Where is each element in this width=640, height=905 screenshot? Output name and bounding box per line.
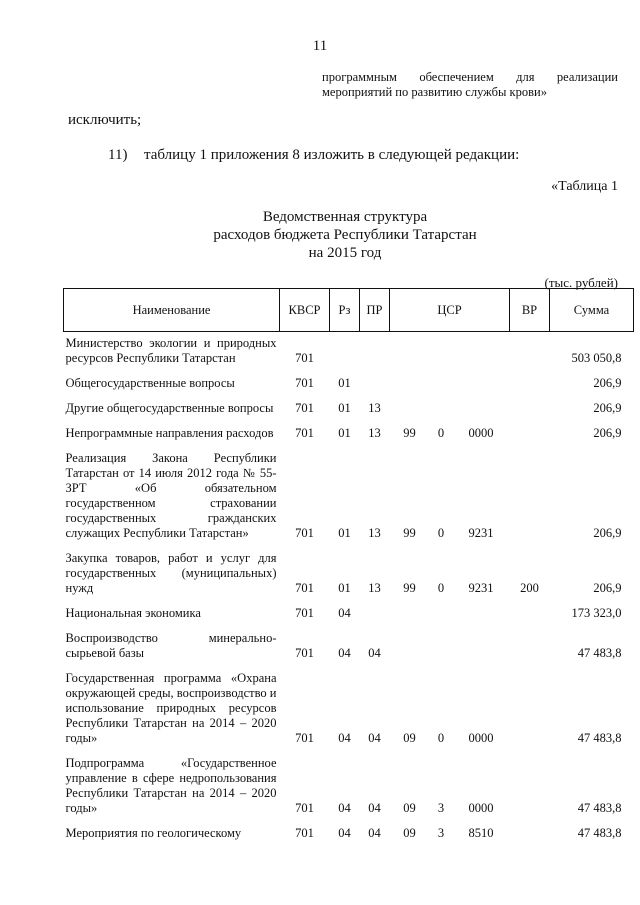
cell-pr: 04 bbox=[368, 731, 381, 745]
cell-csr-subprogram: 0 bbox=[437, 581, 445, 595]
cell-csr-program bbox=[390, 332, 430, 373]
cell-pr: 04 bbox=[368, 646, 381, 660]
cell-sum: 47 483,8 bbox=[577, 731, 622, 745]
cell-pr bbox=[360, 602, 390, 627]
cell-pr: 13 bbox=[368, 426, 381, 440]
cell-csr-program bbox=[390, 627, 430, 667]
cell-vr bbox=[510, 372, 550, 397]
table-row bbox=[64, 602, 634, 627]
budget-table bbox=[63, 288, 634, 847]
cell-csr-subprogram: 3 bbox=[437, 801, 445, 815]
header-csr: ЦСР bbox=[390, 289, 510, 332]
cell-name: Непрограммные направления расходов bbox=[65, 426, 274, 440]
cell-kvsr: 701 bbox=[295, 826, 314, 840]
cell-vr bbox=[510, 332, 550, 373]
cell-kvsr: 701 bbox=[295, 351, 314, 365]
cell-sum: 47 483,8 bbox=[577, 646, 622, 660]
cell-sum: 206,9 bbox=[593, 526, 622, 540]
cell-kvsr: 701 bbox=[295, 646, 314, 660]
cell-csr-code: 0000 bbox=[468, 426, 494, 440]
table-row bbox=[64, 627, 634, 667]
cell-csr-subprogram: 3 bbox=[437, 826, 445, 840]
amendment-number: 11) bbox=[108, 147, 128, 163]
table-label: «Таблица 1 bbox=[551, 179, 618, 194]
cell-csr-program: 09 bbox=[403, 826, 416, 840]
table-row bbox=[64, 752, 634, 822]
table-header-row bbox=[64, 289, 634, 332]
cell-csr-subprogram: 0 bbox=[437, 731, 445, 745]
cell-csr-program bbox=[390, 602, 430, 627]
cell-csr-code: 9231 bbox=[468, 581, 494, 595]
title-line-2: расходов бюджета Республики Татарстан bbox=[213, 227, 477, 243]
cell-csr-program: 09 bbox=[403, 731, 416, 745]
continuation-word: программным bbox=[322, 70, 397, 84]
cell-pr: 04 bbox=[368, 801, 381, 815]
cell-vr bbox=[510, 667, 550, 752]
cell-csr-program: 09 bbox=[403, 801, 416, 815]
cell-sum: 206,9 bbox=[593, 581, 622, 595]
header-pr: ПР bbox=[360, 289, 390, 332]
units-label: (тыс. рублей) bbox=[544, 275, 618, 290]
table-row bbox=[64, 332, 634, 373]
cell-kvsr: 701 bbox=[295, 731, 314, 745]
cell-sum: 47 483,8 bbox=[577, 826, 622, 840]
cell-pr: 13 bbox=[368, 401, 381, 415]
amendment-text: таблицу 1 приложения 8 изложить в следующей редакции: bbox=[144, 147, 520, 163]
cell-csr-code bbox=[453, 397, 510, 422]
cell-kvsr: 701 bbox=[295, 376, 314, 390]
cell-sum: 173 323,0 bbox=[571, 606, 622, 620]
table-row bbox=[64, 547, 634, 602]
cell-vr bbox=[510, 397, 550, 422]
exclude-text: исключить; bbox=[68, 112, 142, 128]
title-line-3: на 2015 год bbox=[308, 245, 382, 261]
cell-sum: 206,9 bbox=[593, 376, 622, 390]
cell-vr bbox=[510, 627, 550, 667]
cell-pr: 04 bbox=[368, 826, 381, 840]
cell-rz: 01 bbox=[338, 581, 351, 595]
cell-name: Воспроизводство минерально-сырьевой базы bbox=[65, 631, 277, 660]
cell-sum: 47 483,8 bbox=[577, 801, 622, 815]
amendment-item bbox=[108, 147, 519, 164]
cell-rz: 01 bbox=[338, 426, 351, 440]
cell-rz: 01 bbox=[338, 526, 351, 540]
cell-name: Подпрограмма «Государственное управление в сфере недропользования Республики Татарстан на 2014 – 2020 годы» bbox=[65, 756, 277, 815]
cell-rz: 04 bbox=[338, 646, 351, 660]
document-title bbox=[0, 208, 640, 262]
cell-name: Министерство экологии и природных ресурсов Республики Татарстан bbox=[65, 336, 277, 365]
cell-name: Государственная программа «Охрана окружающей среды, воспроизводство и использование природных ресурсов Республики Татарстан на 2014 – 2020 годы» bbox=[65, 671, 277, 745]
cell-name: Закупка товаров, работ и услуг для государственных (муниципальных) нужд bbox=[65, 551, 277, 595]
cell-pr bbox=[360, 332, 390, 373]
cell-csr-program bbox=[390, 397, 430, 422]
cell-csr-code bbox=[453, 627, 510, 667]
cell-sum: 206,9 bbox=[593, 426, 622, 440]
continuation-word: обеспечением bbox=[419, 70, 494, 84]
cell-csr-subprogram: 0 bbox=[437, 426, 445, 440]
cell-csr-code: 0000 bbox=[468, 801, 494, 815]
cell-rz: 01 bbox=[338, 376, 351, 390]
continuation-line-1 bbox=[322, 70, 618, 85]
cell-sum: 206,9 bbox=[593, 401, 622, 415]
cell-kvsr: 701 bbox=[295, 426, 314, 440]
cell-csr-subprogram bbox=[430, 372, 453, 397]
cell-name: Реализация Закона Республики Татарстан от 14 июля 2012 года № 55-ЗРТ «Об обязательном государственном страховании государственных гражданских служащих Республики Татарстан» bbox=[65, 451, 277, 540]
cell-kvsr: 701 bbox=[295, 401, 314, 415]
cell-rz bbox=[330, 332, 360, 373]
table-row bbox=[64, 447, 634, 547]
table-row bbox=[64, 422, 634, 447]
cell-name: Общегосударственные вопросы bbox=[65, 376, 235, 390]
header-sum: Сумма bbox=[550, 289, 634, 332]
cell-csr-code: 0000 bbox=[468, 731, 494, 745]
cell-csr-subprogram bbox=[430, 627, 453, 667]
cell-vr bbox=[510, 422, 550, 447]
cell-pr bbox=[360, 372, 390, 397]
cell-vr: 200 bbox=[520, 581, 539, 595]
cell-csr-subprogram bbox=[430, 602, 453, 627]
cell-csr-subprogram bbox=[430, 397, 453, 422]
continuation-line-2: мероприятий по развитию службы крови» bbox=[322, 85, 547, 99]
cell-csr-code bbox=[453, 332, 510, 373]
cell-pr: 13 bbox=[368, 526, 381, 540]
cell-rz: 04 bbox=[338, 826, 351, 840]
cell-name: Национальная экономика bbox=[65, 606, 201, 620]
cell-pr: 13 bbox=[368, 581, 381, 595]
cell-vr bbox=[510, 822, 550, 847]
cell-csr-program bbox=[390, 372, 430, 397]
cell-name: Другие общегосударственные вопросы bbox=[65, 401, 274, 415]
title-line-1: Ведомственная структура bbox=[262, 209, 428, 225]
cell-csr-subprogram: 0 bbox=[437, 526, 445, 540]
cell-rz: 04 bbox=[338, 606, 351, 620]
continuation-word: для bbox=[516, 70, 535, 84]
cell-csr-code bbox=[453, 372, 510, 397]
cell-kvsr: 701 bbox=[295, 526, 314, 540]
cell-rz: 01 bbox=[338, 401, 351, 415]
continuation-word: реализации bbox=[556, 70, 618, 84]
cell-csr-program: 99 bbox=[403, 581, 416, 595]
cell-csr-program: 99 bbox=[403, 426, 416, 440]
cell-csr-code: 8510 bbox=[468, 826, 494, 840]
page-number: 11 bbox=[312, 38, 328, 54]
header-vr: ВР bbox=[510, 289, 550, 332]
cell-csr-code: 9231 bbox=[468, 526, 494, 540]
table-row bbox=[64, 397, 634, 422]
cell-vr bbox=[510, 447, 550, 547]
cell-kvsr: 701 bbox=[295, 606, 314, 620]
continuation-text bbox=[322, 70, 618, 100]
header-kvsr: КВСР bbox=[280, 289, 330, 332]
table-row bbox=[64, 822, 634, 847]
cell-csr-subprogram bbox=[430, 332, 453, 373]
cell-csr-program: 99 bbox=[403, 526, 416, 540]
cell-kvsr: 701 bbox=[295, 801, 314, 815]
cell-rz: 04 bbox=[338, 731, 351, 745]
cell-vr bbox=[510, 602, 550, 627]
cell-kvsr: 701 bbox=[295, 581, 314, 595]
header-name: Наименование bbox=[64, 289, 280, 332]
cell-csr-code bbox=[453, 602, 510, 627]
header-rz: Рз bbox=[330, 289, 360, 332]
table-row bbox=[64, 372, 634, 397]
cell-rz: 04 bbox=[338, 801, 351, 815]
cell-vr bbox=[510, 752, 550, 822]
cell-name: Мероприятия по геологическому bbox=[65, 826, 242, 840]
table-row bbox=[64, 667, 634, 752]
cell-sum: 503 050,8 bbox=[571, 351, 622, 365]
